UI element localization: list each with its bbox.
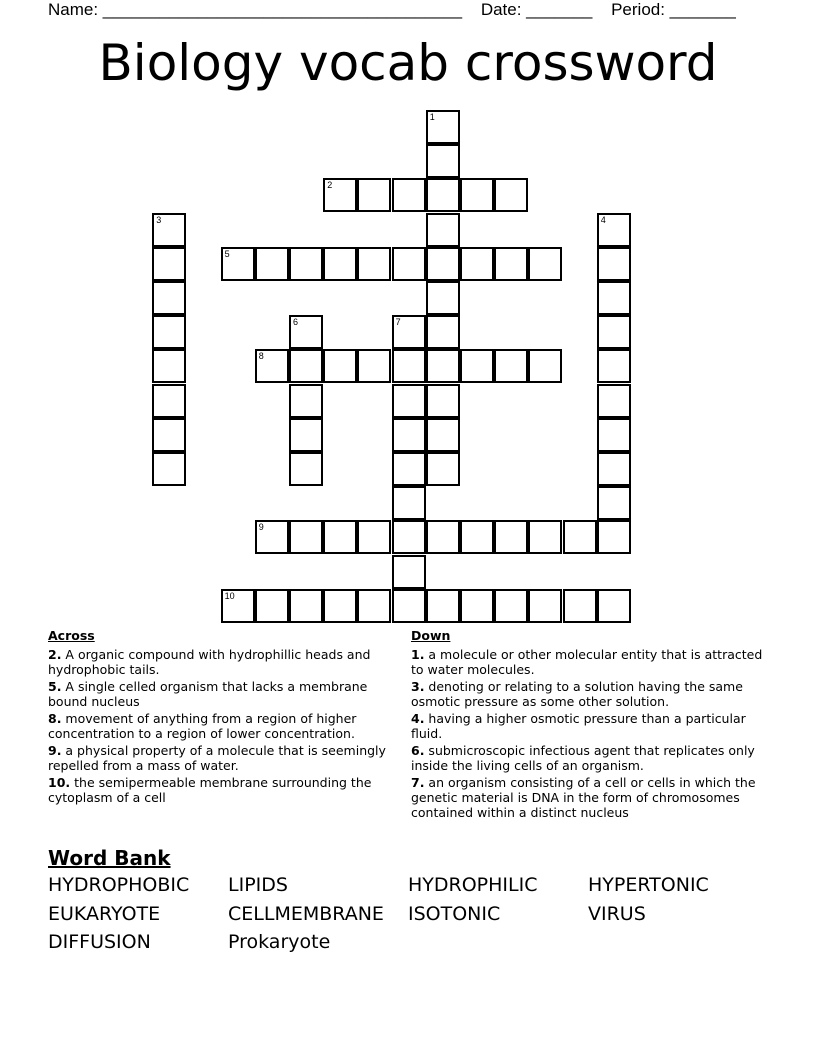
crossword-cell[interactable] [597, 247, 631, 281]
crossword-cell[interactable] [152, 213, 186, 247]
period-field[interactable]: Period: _______ [611, 0, 736, 19]
word-bank-item: DIFFUSION [48, 931, 151, 953]
word-bank-item: VIRUS [588, 903, 646, 925]
crossword-cell[interactable] [528, 247, 562, 281]
clue-item [411, 775, 763, 820]
crossword-cell[interactable] [152, 281, 186, 315]
crossword-cell[interactable] [392, 452, 426, 486]
crossword-cell[interactable] [289, 452, 323, 486]
clue-number: 1. [411, 647, 425, 662]
word-bank-item: Prokaryote [228, 931, 331, 953]
crossword-cell[interactable] [357, 349, 391, 383]
clue-number: 8. [48, 711, 62, 726]
crossword-cell[interactable] [289, 589, 323, 623]
crossword-cell[interactable] [597, 349, 631, 383]
word-bank-title: Word Bank [48, 846, 171, 870]
crossword-cell[interactable] [597, 589, 631, 623]
word-bank-item: EUKARYOTE [48, 903, 161, 925]
clue-text: A single celled organism that lacks a membrane bound nucleus [48, 679, 368, 709]
crossword-cell[interactable] [323, 520, 357, 554]
word-bank-item: LIPIDS [228, 874, 288, 896]
crossword-cell[interactable] [426, 520, 460, 554]
crossword-cell[interactable] [289, 349, 323, 383]
crossword-cell[interactable] [426, 452, 460, 486]
clue-text: submicroscopic infectious agent that replicates only inside the living cells of an organism. [411, 743, 755, 773]
crossword-cell[interactable] [528, 589, 562, 623]
crossword-cell[interactable] [426, 144, 460, 178]
clue-number: 2 [327, 180, 333, 191]
clue-number: 8 [258, 351, 264, 362]
crossword-cell[interactable] [392, 520, 426, 554]
crossword-cell[interactable] [597, 384, 631, 418]
clue-number: 4 [600, 214, 606, 225]
crossword-cell[interactable] [392, 486, 426, 520]
crossword-cell[interactable] [597, 452, 631, 486]
crossword-cell[interactable] [460, 247, 494, 281]
clue-number: 7 [395, 317, 401, 328]
clue-number: 7. [411, 775, 425, 790]
across-heading: Across [48, 628, 95, 643]
clue-number: 4. [411, 711, 425, 726]
crossword-cell[interactable] [563, 589, 597, 623]
down-heading: Down [411, 628, 451, 643]
crossword-cell[interactable] [323, 589, 357, 623]
crossword-cell[interactable] [392, 589, 426, 623]
word-bank-item: HYDROPHOBIC [48, 874, 190, 896]
crossword-cell[interactable] [528, 349, 562, 383]
name-field[interactable]: Name: ______________________________________ [48, 0, 463, 19]
clue-number: 2. [48, 647, 62, 662]
clue-text: having a higher osmotic pressure than a particular fluid. [411, 711, 746, 741]
crossword-cell[interactable] [426, 178, 460, 212]
crossword-cell[interactable] [255, 247, 289, 281]
crossword-cell[interactable] [563, 520, 597, 554]
word-bank-item: HYPERTONIC [588, 874, 709, 896]
clue-number: 6 [293, 317, 299, 328]
crossword-cell[interactable] [392, 555, 426, 589]
clue-item [411, 743, 763, 773]
clue-text: A organic compound with hydrophillic heads and hydrophobic tails. [48, 647, 371, 677]
crossword-cell[interactable] [221, 589, 255, 623]
crossword-cell[interactable] [392, 247, 426, 281]
crossword-cell[interactable] [494, 520, 528, 554]
word-bank-item: HYDROPHILIC [408, 874, 538, 896]
crossword-cell[interactable] [392, 384, 426, 418]
crossword-cell[interactable] [323, 349, 357, 383]
clue-number: 1 [429, 112, 435, 122]
crossword-cell[interactable] [460, 349, 494, 383]
clue-number: 10 [224, 590, 235, 601]
crossword-cell[interactable] [392, 315, 426, 349]
word-bank-item: ISOTONIC [408, 903, 501, 925]
clue-number: 3 [156, 214, 162, 225]
clue-text: an organism consisting of a cell or cells in which the genetic material is DNA in the form of chromosomes contained within a distinct nucleus [411, 775, 756, 820]
crossword-cell[interactable] [255, 520, 289, 554]
crossword-cell[interactable] [494, 247, 528, 281]
clue-item [48, 711, 400, 741]
page-title: Biology vocab crossword [98, 34, 718, 92]
across-clues [48, 628, 400, 807]
crossword-cell[interactable] [494, 589, 528, 623]
clue-number: 9 [258, 522, 264, 533]
crossword-cell[interactable] [426, 418, 460, 452]
crossword-cell[interactable] [152, 418, 186, 452]
crossword-cell[interactable] [426, 213, 460, 247]
clue-item [411, 679, 763, 709]
crossword-cell[interactable] [392, 418, 426, 452]
clue-item [48, 647, 400, 677]
crossword-cell[interactable] [221, 247, 255, 281]
clue-item [48, 775, 400, 805]
clue-text: the semipermeable membrane surrounding the cytoplasm of a cell [48, 775, 372, 805]
clue-number: 10. [48, 775, 71, 790]
clue-item [48, 679, 400, 709]
crossword-cell[interactable] [597, 213, 631, 247]
crossword-cell[interactable] [323, 178, 357, 212]
clue-item [411, 711, 763, 741]
crossword-cell[interactable] [597, 520, 631, 554]
word-bank-item: CELLMEMBRANE [228, 903, 384, 925]
student-info-header [48, 0, 750, 20]
clue-number: 9. [48, 743, 62, 758]
clue-number: 6. [411, 743, 425, 758]
crossword-cell[interactable] [597, 281, 631, 315]
crossword-cell[interactable] [426, 349, 460, 383]
crossword-cell[interactable] [152, 384, 186, 418]
crossword-cell[interactable] [426, 110, 460, 144]
crossword-cell[interactable] [494, 178, 528, 212]
clue-number: 3. [411, 679, 425, 694]
clue-text: movement of anything from a region of higher concentration to a region of lower concentration. [48, 711, 357, 741]
crossword-cell[interactable] [357, 589, 391, 623]
crossword-cell[interactable] [528, 520, 562, 554]
clue-item [48, 743, 400, 773]
crossword-cell[interactable] [426, 281, 460, 315]
crossword-cell[interactable] [289, 315, 323, 349]
crossword-cell[interactable] [357, 520, 391, 554]
crossword-cell[interactable] [289, 418, 323, 452]
crossword-cell[interactable] [426, 315, 460, 349]
crossword-cell[interactable] [392, 178, 426, 212]
crossword-cell[interactable] [289, 247, 323, 281]
crossword-cell[interactable] [152, 452, 186, 486]
crossword-cell[interactable] [255, 349, 289, 383]
crossword-cell[interactable] [289, 520, 323, 554]
clue-text: denoting or relating to a solution having the same osmotic pressure as some other solution. [411, 679, 743, 709]
crossword-cell[interactable] [597, 315, 631, 349]
crossword-cell[interactable] [460, 520, 494, 554]
crossword-cell[interactable] [357, 178, 391, 212]
clue-text: a molecule or other molecular entity that is attracted to water molecules. [411, 647, 763, 677]
crossword-cell[interactable] [460, 589, 494, 623]
clue-item [411, 647, 763, 677]
clue-number: 5. [48, 679, 62, 694]
crossword-cell[interactable] [357, 247, 391, 281]
crossword-cell[interactable] [255, 589, 289, 623]
clue-number: 5 [224, 248, 230, 259]
crossword-cell[interactable] [152, 247, 186, 281]
crossword-cell[interactable] [392, 349, 426, 383]
date-field[interactable]: Date: _______ [480, 0, 593, 19]
crossword-cell[interactable] [597, 486, 631, 520]
crossword-cell[interactable] [426, 589, 460, 623]
down-clues [411, 628, 763, 822]
crossword-cell[interactable] [597, 418, 631, 452]
crossword-cell[interactable] [152, 349, 186, 383]
crossword-cell[interactable] [460, 178, 494, 212]
crossword-cell[interactable] [289, 384, 323, 418]
crossword-cell[interactable] [426, 384, 460, 418]
crossword-cell[interactable] [152, 315, 186, 349]
crossword-cell[interactable] [426, 247, 460, 281]
crossword-cell[interactable] [323, 247, 357, 281]
crossword-cell[interactable] [494, 349, 528, 383]
clue-text: a physical property of a molecule that is seemingly repelled from a mass of water. [48, 743, 386, 773]
